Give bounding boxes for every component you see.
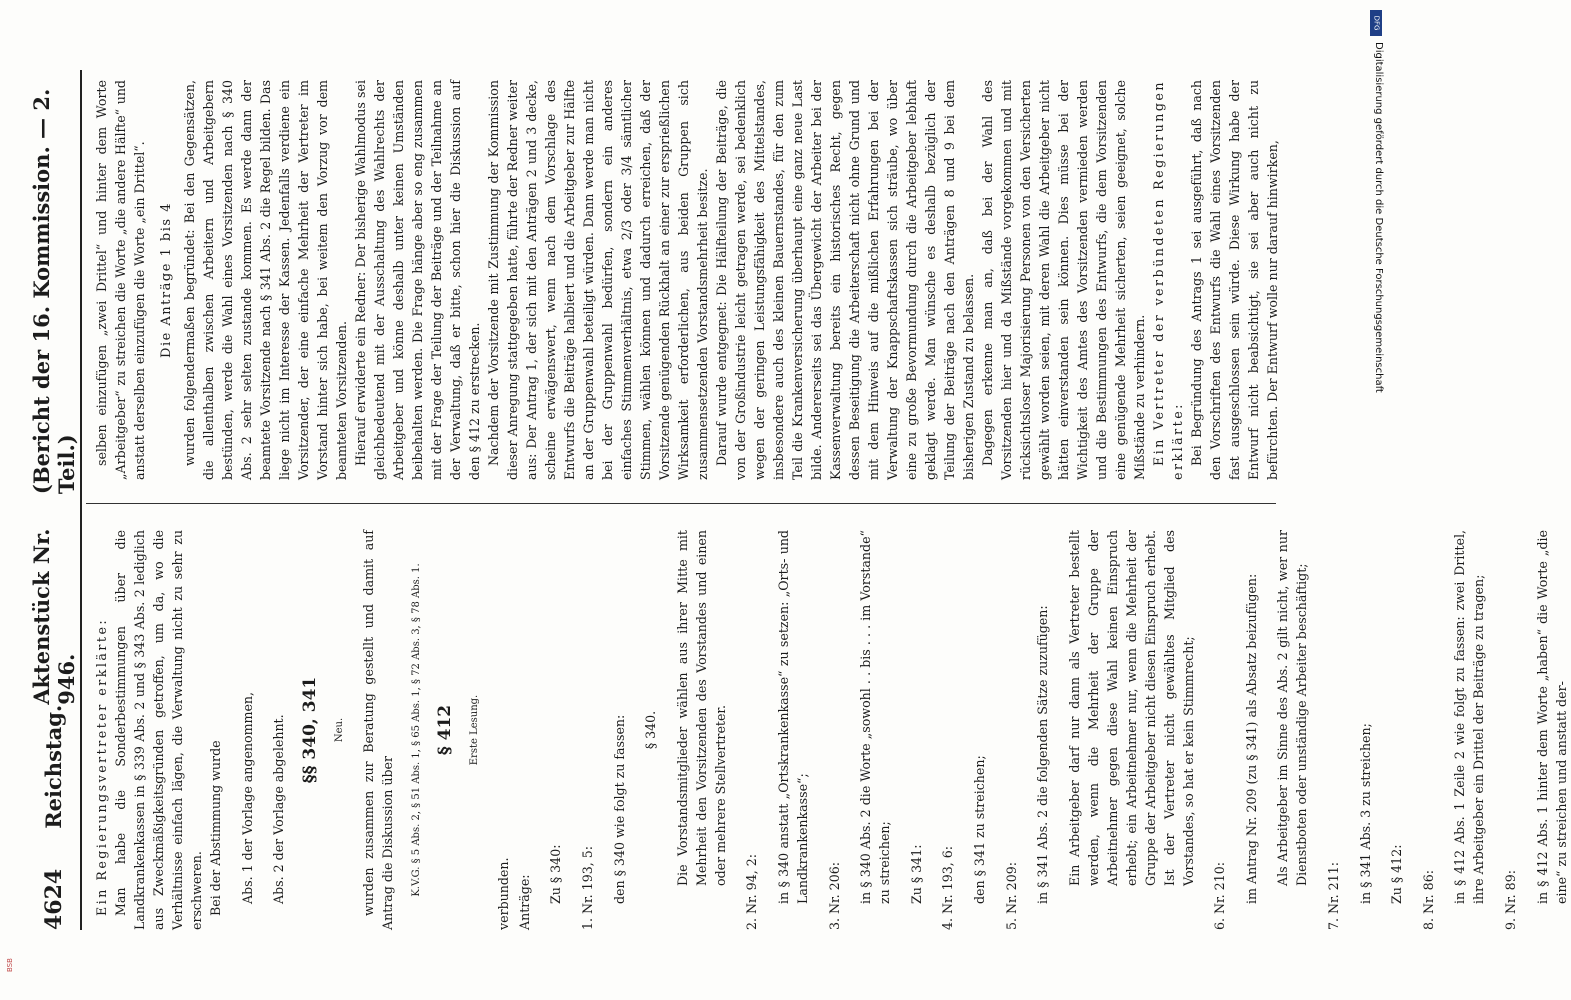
section-subheading: Erste Lesung. <box>468 694 480 766</box>
section-subheading: Neu. <box>333 717 345 743</box>
report-title: (Bericht der 16. Kommission. — 2. Teil.) <box>29 88 79 495</box>
motion-text: in § 412 Abs. 1 hinter dem Worte „haben“ die Worte „die eine“ zu streichen und anstatt der- <box>1534 530 1569 904</box>
left-column <box>92 530 1569 930</box>
parliament-name: Reichstag. <box>41 704 66 829</box>
paragraph: Darauf wurde entgegnet: Die Hälfteilung der Beiträge, die von der Großindustrie leicht getragen werde, sei bedenklich wegen der geringen Leistungsfähigkeit des Mittelstandes, insbesondere auch des kleinen Bauernstandes, für den zum Teil die Krankenversicherung überhaupt eine ganz neue Last bilde. Andererseits sei das Übergewicht der Arbeiter bei der Kassenverwaltung bereits ein historisches Recht, gegen dessen Beseitigung die Arbeiterschaft nicht ohne Grund und mit dem Hinweis auf die mißlichen Erfahrungen bei der Verwaltung der Knappschaftskassen sich sträube, wo über eine zu große Bevormundung durch die Arbeitgeber lebhaft geklagt werde. Man wünsche es deshalb bezüglich der Teilung der Beiträge nach den Anträgen 8 und 9 bei dem bisherigen Zustand zu belassen. <box>714 80 976 480</box>
dfg-logo: DFG <box>1370 10 1382 36</box>
section-heading: §§ 340, 341 <box>299 676 320 784</box>
page-number: 4624 <box>41 868 67 930</box>
motion-text: in § 412 Abs. 1 Zeile 2 wie folgt zu fassen: zwei Drittel, ihre Arbeitgeber ein Drittel der Beiträge zu tragen; <box>1452 530 1487 904</box>
motion-number: 1. Nr. 193, 5: <box>579 846 595 930</box>
motion-number: 4. Nr. 193, 6: <box>940 846 956 930</box>
library-stamp: BSB <box>6 958 14 972</box>
paragraph: Bei Begründung des Antrags 1 sei ausgeführt, daß nach den Vorschriften des Entwurfs die Wahl eines Vorsitzenden fast ausgeschlossen sein würde. Diese Wirkung habe der Entwurf nicht beabsichtigt, sie sei aber auch nicht zu befürchten. Der Entwurf wolle nur darauf hinwirken, <box>1189 80 1280 480</box>
paragraph: verbunden. <box>495 857 511 930</box>
motion-number: 7. Nr. 211: <box>1326 862 1342 930</box>
header-rule <box>80 70 82 930</box>
motion-text: den § 340 wie folgt zu fassen: <box>611 714 627 904</box>
motion-text: in § 340 Abs. 2 die Worte „sowohl . . bis . . . im Vorstande“ zu streichen; <box>858 530 893 904</box>
column-divider <box>86 503 1276 504</box>
motion-number: 3. Nr. 206: <box>826 862 842 930</box>
digitization-credit <box>1370 10 1384 810</box>
paragraph: Ein Regierungsvertreter erklärte: <box>94 617 109 916</box>
section-heading: Die Anträge 1 bis 4 <box>159 202 174 358</box>
motion-text: § 340. <box>643 710 659 750</box>
paragraph: wurden folgendermaßen begründet: Bei den Gegensätzen, die allenthalben zwischen Arbeitern und Arbeitgebern bestünden, werde die Wahl eines Vorsitzenden nach § 340 Abs. 2 sehr selten zustande kommen. Es werde dann der beamtete Vorsitzende nach § 341 Abs. 2 die Regel bilden. Das liege nicht im Interesse der Kassen. Jedenfalls verdiene ein Vorsitzender, der eine einfache Mehrheit der Vertreter im Vorstand hinter sich habe, bei weitem den Vorzug vor dem beamteten Vorsitzenden. <box>182 80 349 480</box>
motion-text: in § 341 Abs. 3 zu streichen; <box>1357 723 1373 904</box>
motion-text: Die Vorstandsmitglieder wählen aus ihrer Mitte mit Mehrheit den Vorsitzenden des Vorstandes und einen oder mehrere Stellvertreter. <box>674 530 728 886</box>
paragraph: Abs. 1 der Vorlage angenommen, <box>239 691 255 904</box>
motion-text: den § 341 zu streichen; <box>971 755 987 904</box>
paragraph: Hierauf erwiderte ein Redner: Der bisherige Wahlmodus sei gleichbedeutend mit der Ausschaltung des Wahlrechts der Arbeitgeber und könne deshalb unter keinen Umständen beibehalten werden. Die Frage hänge aber so eng zusammen mit der Frage der Teilung der Beiträge und der Teilnahme an der Verwaltung, daß er bitte, schon hier die Diskussion auf den § 412 zu erstrecken. <box>353 80 482 480</box>
paragraph: Zu § 340: <box>548 844 564 904</box>
section-heading: § 412 <box>434 704 455 756</box>
motion-number: 5. Nr. 209: <box>1003 862 1019 930</box>
paragraph: Ein Vertreter der verbündeten Regierungen erklärte: <box>1151 80 1185 480</box>
motion-text: Als Arbeitgeber im Sinne des Abs. 2 gilt nicht, wer nur Dienstboten oder unständige Arbeiter beschäftigt; <box>1275 530 1310 886</box>
paragraph: Nachdem der Vorsitzende mit Zustimmung der Kommission dieser Anregung stattgegeben hatte, führte der Redner weiter aus: Der Antrag 1, der sich mit den Anträgen 2 und 3 decke, scheine erwägenswert, wenn nach dem Vorschlage des Entwurfs die Beiträge halbiert und die Arbeitgeber zur Hälfte an der Gruppenwahl beteiligt würden. Dann werde man nicht bei der Gruppenwahl bedürfen, sondern ein anderes einfaches Stimmenverhältnis, etwa 2/3 oder 3/4 sämtlicher Stimmen, wählen können und dadurch erreichen, daß der Vorsitzende genügenden Rückhalt an einer zur ersprießlichen Wirksamkeit erforderlichen, aus beiden Gruppen sich zusammensetzenden Vorstandsmehrheit besitze. <box>486 80 710 480</box>
motion-number: 9. Nr. 89: <box>1503 870 1519 930</box>
file-number: Aktenstück Nr. 946. <box>29 528 79 705</box>
page-header <box>29 70 79 930</box>
credit-text: Digitalisierung gefördert durch die Deutsche Forschungsgemeinschaft <box>1373 42 1384 393</box>
paragraph: Anträge: <box>516 874 532 930</box>
right-column <box>92 80 1280 480</box>
motion-number: 2. Nr. 94, 2: <box>744 854 760 930</box>
motion-text: in § 340 anstatt „Ortskrankenkasse“ zu setzen: „Orts- und Landkrankenkasse“; <box>775 530 810 904</box>
paragraph: selben einzufügen „zwei Drittel“ und hinter dem Worte „Arbeitgeber“ zu streichen die Worte „die andere Hälfte“ und anstatt derselben einzufügen die Worte „ein Drittel“. <box>94 80 147 480</box>
motion-text: im Antrag Nr. 209 (zu § 341) als Absatz beizufügen: <box>1243 573 1259 904</box>
motion-text: in § 341 Abs. 2 die folgenden Sätze zuzufügen: <box>1035 605 1051 904</box>
paragraph: wurden zusammen zur Beratung gestellt und damit auf Antrag die Diskussion über <box>360 530 395 930</box>
paragraph: Man habe die Sonderbestimmungen über die Landkrankenkassen in § 339 Abs. 2 und § 343 Abs. 2 lediglich aus Zweckmäßigkeitsgründen getroffen, um da, wo die Verhältnisse einfach lägen, die Verwaltung nicht zu sehr zu erschweren. <box>113 530 204 930</box>
motion-text: Zu § 412: <box>1389 844 1405 904</box>
motion-text: Zu § 341: <box>908 844 924 904</box>
motion-number: 8. Nr. 86: <box>1420 870 1436 930</box>
paragraph: Dagegen erkenne man an, daß bei der Wahl des Vorsitzenden hier und da Mißstände vorgekommen und mit rücksichtsloser Majorisierung Personen von den Versicherten gewählt worden seien, mit deren Wahl die Arbeitgeber nicht hätten einverstanden sein können. Dies müsse bei der Wichtigkeit des Amtes des Vorsitzenden vermieden werden und die Bestimmungen des Entwurfs, die dem Vorsitzenden eine genügende Mehrheit sicherten, seien geeignet, solche Mißstände zu verhindern. <box>980 80 1147 480</box>
motion-number: 6. Nr. 210: <box>1212 862 1228 930</box>
paragraph: Abs. 2 der Vorlage abgelehnt. <box>271 714 287 904</box>
law-reference: K.V.G. § 5 Abs. 2, § 51 Abs. 1, § 65 Abs. 1, § 72 Abs. 3, § 78 Abs. 1. <box>410 563 422 897</box>
motion-text: Ein Arbeitgeber darf nur dann als Vertreter bestellt werden, wenn die Mehrheit der Gruppe der Arbeitnehmer gegen diese Wahl keinen Einspruch erhebt; ein Arbeitnehmer nur, wenn die Mehrheit der Gruppe der Arbeitgeber nicht diesen Einspruch erhebt. Ist der Vertreter nicht gewähltes Mitglied des Vorstandes, so hat er kein Stimmrecht; <box>1066 530 1196 886</box>
paragraph: Bei der Abstimmung wurde <box>208 740 223 916</box>
